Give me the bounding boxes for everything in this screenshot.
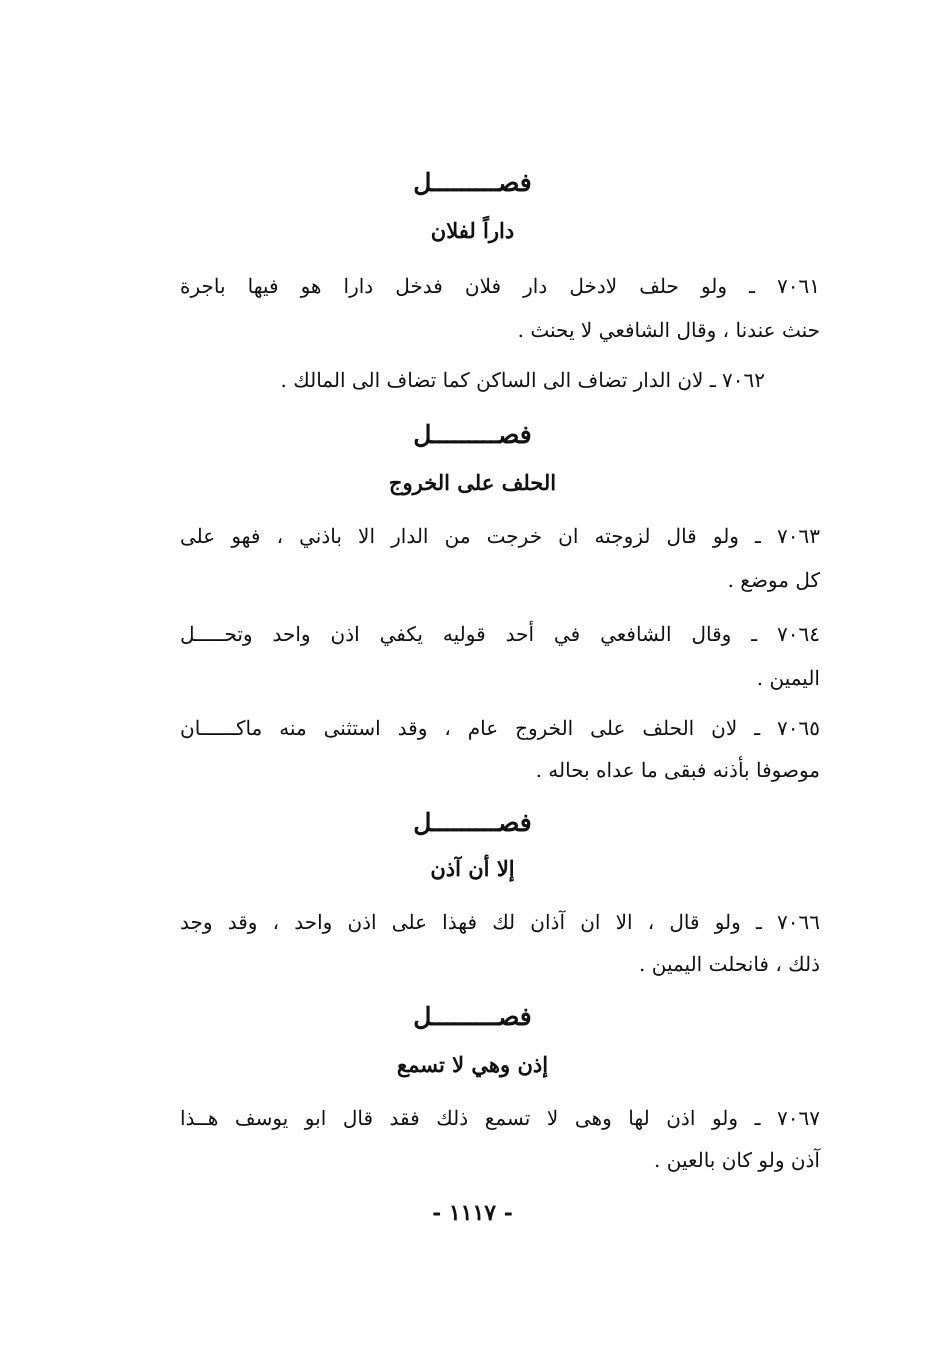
section-subheading: إذن وهي لا تسمع — [396, 1052, 549, 1077]
paragraph-line: ٧٠٦٤ ـ وقال الشافعي في أحد قوليه يكفي اذن واحد وتحـــــل — [180, 622, 820, 646]
paragraph-line: ذلك ، فانحلت اليمين . — [639, 952, 820, 976]
section-heading: فصـــــــــل — [413, 420, 532, 449]
paragraph-line: ٧٠٦١ ـ ولو حلف لادخل دار فلان فدخل دارا هو فيها باجرة — [180, 274, 820, 298]
paragraph-line: ٧٠٦٧ ـ ولو اذن لها وهى لا تسمع ذلك فقد قال ابو يوسف هــذا — [180, 1106, 820, 1130]
paragraph-line: حنث عندنا ، وقال الشافعي لا يحنث . — [517, 318, 820, 342]
paragraph-line: كل موضع . — [727, 568, 820, 592]
paragraph-line: ٧٠٦٢ ـ لان الدار تضاف الى الساكن كما تضاف الى المالك . — [280, 368, 765, 392]
section-subheading: إلا أن آذن — [430, 856, 515, 881]
section-heading: فصـــــــــل — [413, 1002, 532, 1031]
paragraph-line: آذن ولو كان بالعين . — [654, 1148, 820, 1172]
paragraph-line: ٧٠٦٦ ـ ولو قال ، الا ان آذان لك فهذا على اذن واحد ، وقد وجد — [180, 910, 820, 934]
paragraph-line: اليمين . — [756, 666, 820, 690]
section-heading: فصـــــــــل — [413, 168, 532, 197]
paragraph-line: موصوفا بأذنه فبقى ما عداه بحاله . — [535, 758, 820, 782]
page-number: - ١١١٧ - — [432, 1200, 513, 1226]
section-heading: فصـــــــــل — [413, 808, 532, 837]
paragraph-line: ٧٠٦٣ ـ ولو قال لزوجته ان خرجت من الدار الا باذني ، فهو على — [180, 524, 820, 548]
section-subheading: داراً لفلان — [430, 218, 515, 243]
paragraph-line: ٧٠٦٥ ـ لان الحلف على الخروج عام ، وقد استثنى منه ماكــــــان — [180, 716, 820, 740]
section-subheading: الحلف على الخروج — [388, 470, 557, 495]
